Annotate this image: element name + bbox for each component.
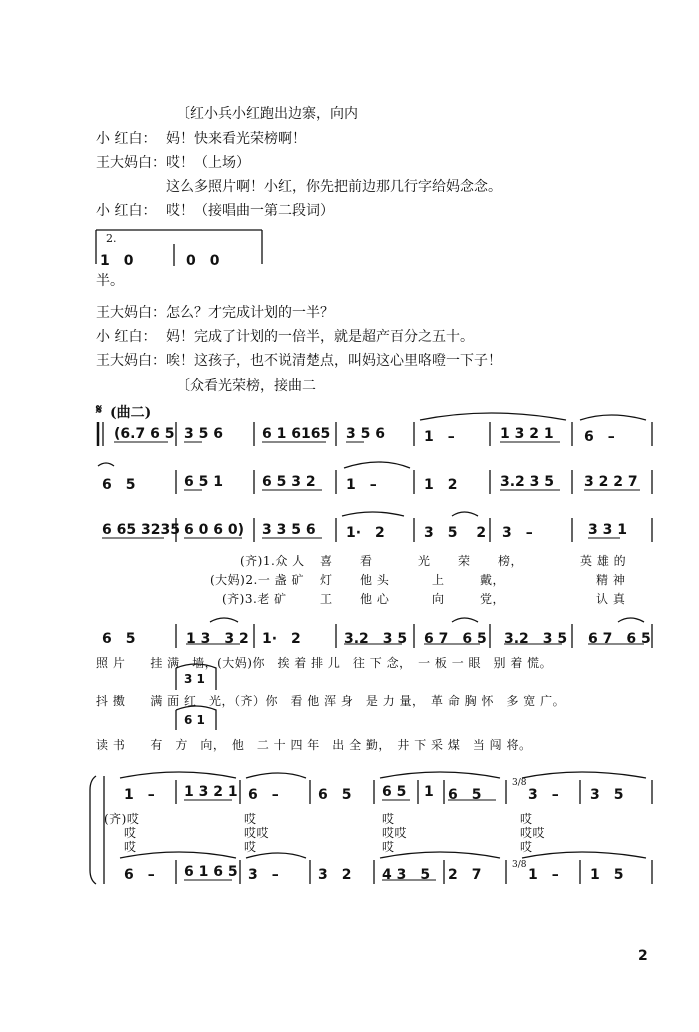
r3-verse2-f: 精 神: [596, 573, 626, 587]
r1-m4: 3 5 6: [346, 426, 385, 442]
r2-m5: 1 2: [424, 477, 458, 493]
speaker-wangdama-1: 王大妈白：: [96, 155, 166, 171]
r3-m2: 6 0 6 0): [184, 522, 244, 538]
r4-m4: 3.2 3 5: [344, 631, 408, 647]
meter-upper: 3/8: [512, 778, 527, 788]
r5-up-m4: 6 5: [318, 787, 352, 803]
r3-verse2-b: 灯: [320, 573, 333, 587]
r3-verse3-e: 党，: [480, 592, 506, 606]
r2-m2: 6 5 1: [184, 474, 223, 490]
speaker-xiaohong-2: 小 红白：: [96, 203, 157, 219]
r5-up-m5a: 6 5: [382, 784, 407, 800]
r5-lo-m6: 1 –: [528, 867, 559, 883]
r5-lo-m4: 3 2: [318, 867, 352, 883]
r5-lyric1-b: 哎: [244, 812, 257, 826]
r3-verse3-f: 认 真: [596, 592, 626, 606]
r2-m3: 6 5 3 2: [262, 474, 316, 490]
r4-verse2: 抖 擞 满 面 红 光，（齐）你 看 他 浑 身 是 力 量， 革 命 胸 怀 多 宽 广。: [96, 694, 566, 708]
r5-lo-m5a: 4 3 5: [382, 867, 431, 883]
r5-lo-m3: 3 –: [248, 867, 279, 883]
r5-up-m1: 1 –: [124, 787, 155, 803]
r1-m6: 1 3 2 1: [500, 426, 554, 442]
speaker-wangdama-2: 王大妈白：: [96, 305, 166, 321]
snippet-lyric: 半。: [96, 273, 124, 289]
r4-m6: 3.2 3 5: [504, 631, 568, 647]
r3-m4: 1· 2: [346, 525, 385, 541]
line-6: 妈！完成了计划的一倍半，就是超产百分之五十。: [166, 329, 474, 345]
r1-m5: 1 –: [424, 429, 455, 445]
speaker-xiaohong-3: 小 红白：: [96, 329, 157, 345]
r3-verse3-c: 他 心: [360, 592, 390, 606]
r3-verse1-d: 光: [418, 554, 431, 568]
r5-up-m5c: 6 5: [448, 787, 482, 803]
r5-lyric3-b: 哎: [244, 840, 257, 854]
meter-lower: 3/8: [512, 860, 527, 870]
r2-m1: 6 5: [102, 477, 136, 493]
r2-m6: 3.2 3 5: [500, 474, 555, 490]
r3-verse3-d: 向: [432, 592, 445, 606]
r5-up-m7: 3 5: [590, 787, 624, 803]
r3-m7: 3 3 1: [588, 522, 627, 538]
line-3: 这么多照片啊！小红，你先把前边那几行字给妈念念。: [166, 179, 502, 195]
segno-icon: 𝄋: [96, 402, 103, 418]
r4-m3: 1· 2: [262, 631, 301, 647]
r4-alt-notes-2: 6 1: [184, 713, 205, 727]
r3-verse3-a: (齐)3.老 矿: [222, 592, 287, 606]
r5-lo-m5b: 2 7: [448, 867, 482, 883]
r4-m5: 6 7 6 5: [424, 631, 487, 647]
r1-m7: 6 –: [584, 429, 615, 445]
r5-lyric3-c: 哎: [382, 840, 395, 854]
r5-lyric1-d: 哎: [520, 812, 533, 826]
r4-verse1: 照 片 挂 满 墙，(大妈)你 挨 着 排 儿 往 下 念， 一 板 一 眼 别 着 慌。: [96, 656, 553, 670]
r5-lyric1-c: 哎: [382, 812, 395, 826]
r5-lyric2-a: 哎: [124, 826, 137, 840]
volta-label: 2.: [106, 232, 117, 245]
r3-verse1-a: (齐)1.众 人: [240, 554, 305, 568]
r3-m6: 3 –: [502, 525, 533, 541]
r5-up-m5b: 1: [424, 784, 434, 800]
r1-m1: (6.7 6 5: [114, 426, 175, 442]
line-5: 怎么？才完成计划的一半？: [166, 305, 334, 321]
speaker-xiaohong-1: 小 红白：: [96, 131, 157, 147]
r3-verse2-a: (大妈)2.一 盏 矿: [210, 573, 304, 587]
line-2: 哎！（上场）: [166, 155, 250, 171]
line-4: 哎！（接唱曲一第二段词）: [166, 203, 334, 219]
r5-lyric2-b: 哎哎: [244, 826, 270, 840]
r3-m5: 3 5 2: [424, 525, 487, 541]
r1-m3: 6 1 6165: [262, 426, 331, 442]
stage-direction-1: 〔红小兵小红跑出边寨，向内: [176, 106, 358, 122]
r1-m2: 3 5 6: [184, 426, 223, 442]
r4-m2: 1 3 3 2: [186, 631, 249, 647]
r5-lyric3-d: 哎: [520, 840, 533, 854]
r3-m3: 3 3 5 6: [262, 522, 316, 538]
r3-verse1-c: 看: [360, 554, 373, 568]
r4-m1: 6 5: [102, 631, 136, 647]
r3-verse2-d: 上: [432, 573, 445, 587]
r3-verse2-e: 戴，: [480, 573, 506, 587]
line-7: 唉！这孩子，也不说清楚点，叫妈这心里咯噔一下子！: [166, 353, 502, 369]
stage-direction-2: 〔众看光荣榜，接曲二: [176, 378, 316, 394]
r5-up-m6: 3 –: [528, 787, 559, 803]
page-number: 2: [638, 948, 648, 964]
r5-lyric1-a: (齐)哎: [104, 812, 140, 826]
r4-m7: 6 7 6 5: [588, 631, 651, 647]
r3-verse3-b: 工: [320, 592, 333, 606]
r3-m1: 6 65 3235: [102, 522, 180, 538]
snippet-measure-2: 0 0: [186, 253, 220, 269]
r2-m7: 3 2 2 7: [584, 474, 638, 490]
r5-up-m3: 6 –: [248, 787, 279, 803]
r4-verse3: 读 书 有 方 向， 他 二 十 四 年 出 全 勤， 井 下 采 煤 当 闯 将。: [96, 738, 532, 752]
r3-verse1-b: 喜: [320, 554, 333, 568]
r5-lo-m7: 1 5: [590, 867, 624, 883]
r2-m4: 1 –: [346, 477, 377, 493]
r3-verse1-e: 荣: [458, 554, 471, 568]
song-title: (曲二): [110, 405, 152, 421]
r5-lyric2-d: 哎哎: [520, 826, 546, 840]
speaker-wangdama-3: 王大妈白：: [96, 353, 166, 369]
r5-up-m2: 1 3 2 1: [184, 784, 238, 800]
r4-alt-notes-1: 3 1: [184, 672, 205, 686]
r5-lo-m1: 6 –: [124, 867, 155, 883]
r3-verse1-f: 榜，: [498, 554, 524, 568]
r5-lo-m2: 6 1 6 5: [184, 864, 238, 880]
r3-verse2-c: 他 头: [360, 573, 390, 587]
r5-lyric3-a: 哎: [124, 840, 137, 854]
r3-verse1-g: 英 雄 的: [580, 554, 627, 568]
snippet-measure-1: 1 0: [100, 253, 134, 269]
line-1: 妈！快来看光荣榜啊！: [166, 131, 306, 147]
r5-lyric2-c: 哎哎: [382, 826, 408, 840]
